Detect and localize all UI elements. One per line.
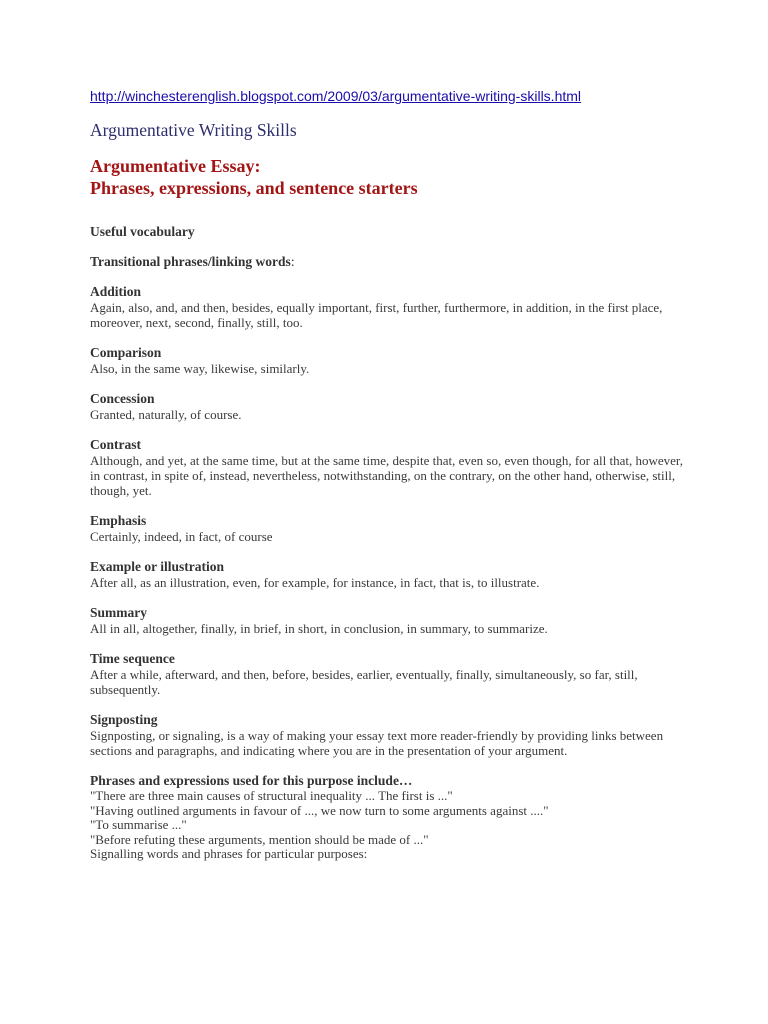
phrases-title: Phrases and expressions used for this purpose include… bbox=[90, 773, 413, 788]
section-title: Signposting bbox=[90, 712, 158, 727]
phrase-line: "Before refuting these arguments, mention should be made of ..." bbox=[90, 831, 429, 847]
phrase-line: "Having outlined arguments in favour of ..., we now turn to some arguments against ...." bbox=[90, 802, 549, 818]
section-emphasis bbox=[90, 513, 690, 544]
phrase-line: "There are three main causes of structural inequality ... The first is ..." bbox=[90, 788, 453, 803]
essay-heading bbox=[90, 155, 418, 199]
section-text: After a while, afterward, and then, before, besides, earlier, eventually, finally, simultaneously, so far, still, subsequently. bbox=[90, 667, 638, 697]
section-signposting bbox=[90, 712, 690, 758]
section-contrast bbox=[90, 437, 690, 498]
section-title: Summary bbox=[90, 605, 147, 620]
transitional-phrases-heading bbox=[90, 254, 690, 269]
section-text: Again, also, and, and then, besides, equally important, first, further, furthermore, in addition, in the first place, moreover, next, second, finally, still, too. bbox=[90, 300, 663, 330]
section-title: Addition bbox=[90, 284, 142, 299]
section-title: Comparison bbox=[90, 345, 162, 360]
transitional-phrases-colon: : bbox=[290, 254, 295, 269]
blog-post-title: Argumentative Writing Skills bbox=[90, 120, 297, 140]
section-title: Concession bbox=[90, 391, 155, 406]
section-title: Emphasis bbox=[90, 513, 147, 528]
section-comparison bbox=[90, 345, 690, 376]
section-summary bbox=[90, 605, 690, 636]
section-text: Although, and yet, at the same time, but at the same time, despite that, even so, even though, for all that, however, in contrast, in spite of, instead, nevertheless, notwithstanding, on the contrary, on the other hand, otherwise, still, though, yet. bbox=[90, 453, 683, 498]
section-text: Signposting, or signaling, is a way of making your essay text more reader-friendly by providing links between sections and paragraphs, and indicating where you are in the presentation of your argument. bbox=[90, 728, 664, 758]
essay-heading-line-2: Phrases, expressions, and sentence starters bbox=[90, 178, 418, 198]
useful-vocabulary-heading: Useful vocabulary bbox=[90, 224, 195, 239]
phrases-and-expressions bbox=[90, 773, 690, 862]
section-text: Granted, naturally, of course. bbox=[90, 407, 242, 422]
section-text: Also, in the same way, likewise, similarly. bbox=[90, 361, 310, 376]
essay-heading-line-1: Argumentative Essay: bbox=[90, 156, 261, 176]
section-example-or-illustration bbox=[90, 559, 690, 590]
section-text: All in all, altogether, finally, in brief, in short, in conclusion, in summary, to summarize. bbox=[90, 621, 548, 636]
section-title: Contrast bbox=[90, 437, 141, 452]
phrase-line: "To summarise ..." bbox=[90, 817, 187, 832]
section-concession bbox=[90, 391, 690, 422]
source-url-link[interactable]: http://winchesterenglish.blogspot.com/2009/03/argumentative-writing-skills.html bbox=[90, 88, 582, 104]
section-title: Time sequence bbox=[90, 651, 175, 666]
phrase-line: Signalling words and phrases for particular purposes: bbox=[90, 846, 368, 861]
section-time-sequence bbox=[90, 651, 690, 697]
section-title: Example or illustration bbox=[90, 559, 225, 574]
document-body bbox=[90, 224, 690, 862]
section-text: Certainly, indeed, in fact, of course bbox=[90, 529, 273, 544]
section-addition bbox=[90, 284, 690, 330]
transitional-phrases-label: Transitional phrases/linking words bbox=[90, 254, 291, 269]
section-text: After all, as an illustration, even, for example, for instance, in fact, that is, to illustrate. bbox=[90, 575, 540, 590]
